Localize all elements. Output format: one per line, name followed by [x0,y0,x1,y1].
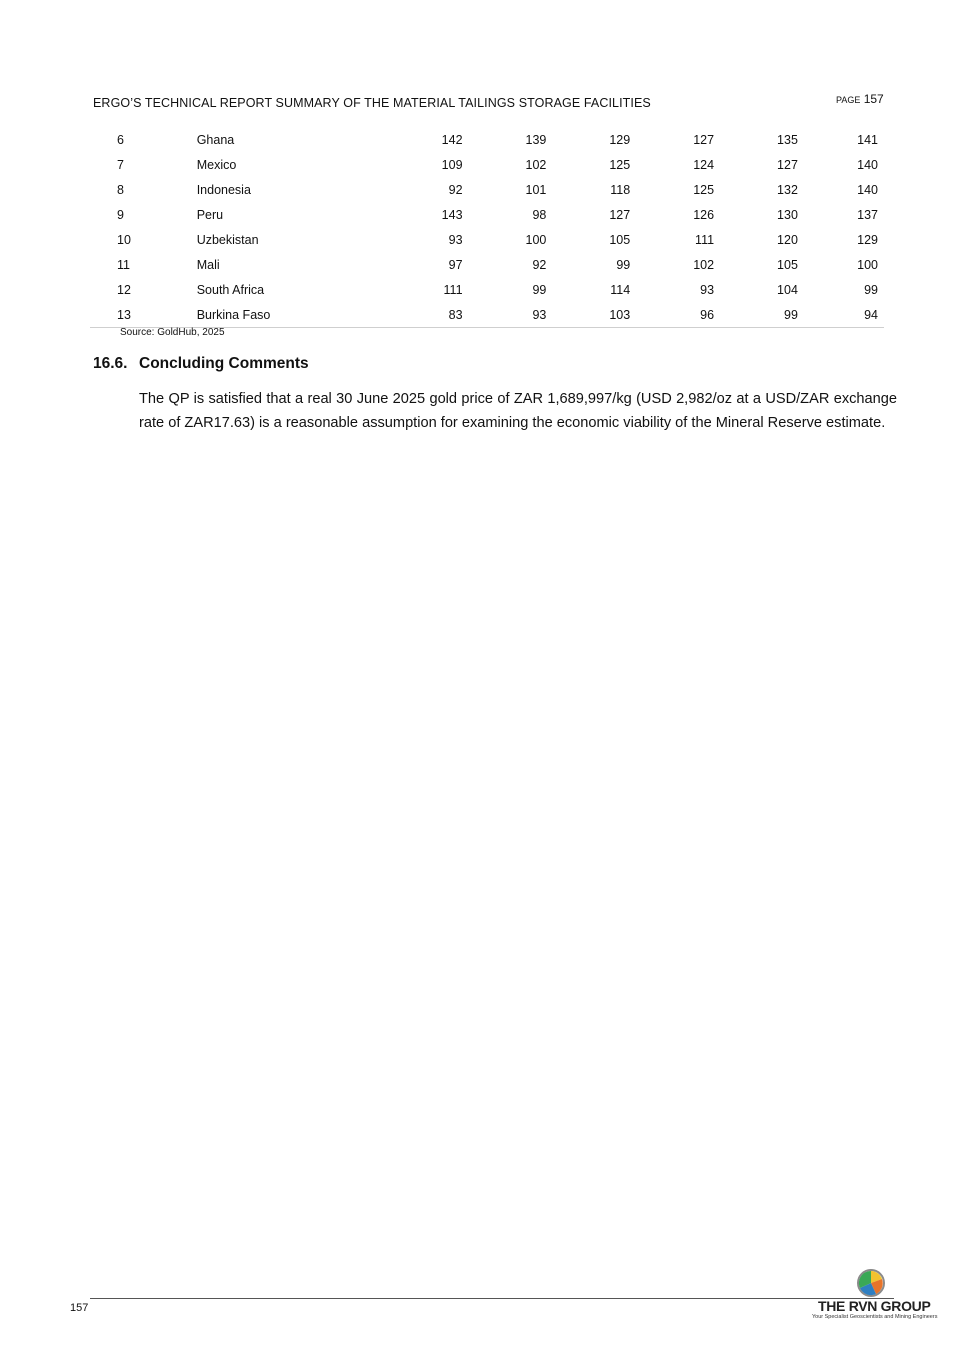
value-cell: 124 [693,158,715,173]
value-cell: 132 [777,183,798,198]
value-cell: 140 [857,158,878,173]
table-row [90,277,884,302]
value-cell: 92 [448,183,463,198]
value-cell: 125 [609,158,631,173]
value-cell: 137 [857,208,878,223]
report-header-title: ERGO’S TECHNICAL REPORT SUMMARY OF THE MATERIAL TAILINGS STORAGE FACILITIES [93,96,651,110]
value-cell: 129 [609,133,631,148]
section-heading [93,355,309,373]
value-cell: 125 [693,183,715,198]
value-cell: 99 [714,302,798,327]
value-cell: 100 [857,257,878,272]
gold-production-table [90,128,884,328]
country-cell: South Africa [196,282,265,297]
rank-cell: 8 [117,183,124,198]
value-cell: 94 [798,302,884,327]
country-cell: Mexico [196,158,237,173]
table-row [90,128,884,153]
table-row [90,302,884,327]
header-page-number [836,92,884,106]
value-cell: 111 [695,233,715,247]
value-cell: 109 [441,158,463,173]
rank-cell: 12 [117,282,131,297]
rank-cell: 11 [117,257,130,272]
footer-page-number: 157 [70,1302,89,1314]
value-cell: 99 [616,257,631,272]
value-cell: 103 [546,302,630,327]
table-row [90,178,884,203]
section-title: Concluding Comments [139,355,309,372]
value-cell: 101 [525,183,547,198]
logo-tagline: Your Specialist Geoscientists and Mining Engineers [812,1314,938,1320]
value-cell: 139 [525,133,547,148]
value-cell: 118 [610,183,631,198]
table-row [90,153,884,178]
footer-divider [90,1298,894,1299]
country-cell: Ghana [196,133,235,148]
value-cell: 99 [864,282,878,297]
value-cell: 111 [443,282,463,297]
table-row [90,252,884,277]
value-cell: 127 [693,133,715,148]
value-cell: 105 [609,233,631,247]
value-cell: 83 [400,302,463,327]
value-cell: 99 [532,282,547,297]
value-cell: 104 [777,282,798,297]
value-cell: 102 [693,257,715,272]
value-cell: 126 [693,208,715,223]
country-cell: Burkina Faso [197,302,400,327]
header-page-value: 157 [863,92,884,106]
value-cell: 143 [441,208,463,223]
value-cell: 93 [448,233,463,247]
value-cell: 135 [777,133,798,148]
rank-cell: 9 [117,208,124,223]
country-cell: Indonesia [196,183,251,198]
table-row [90,203,884,228]
rank-cell: 10 [117,233,131,247]
rank-cell: 6 [117,133,124,148]
value-cell: 140 [857,183,878,198]
value-cell: 127 [609,208,631,223]
value-cell: 102 [525,158,547,173]
value-cell: 129 [857,233,878,247]
value-cell: 93 [700,282,715,297]
value-cell: 127 [777,158,798,173]
value-cell: 97 [448,257,463,272]
rank-cell: 7 [117,158,124,173]
value-cell: 100 [525,233,547,247]
country-cell: Uzbekistan [196,233,259,247]
table-source: Source: GoldHub, 2025 [120,327,225,338]
value-cell: 120 [777,233,798,247]
country-cell: Mali [196,257,220,272]
value-cell: 92 [532,257,547,272]
concluding-paragraph: The QP is satisfied that a real 30 June 2025 gold price of ZAR 1,689,997/kg (USD 2,982/oz at a USD/ZAR exchange rate of ZAR17.63) is a reasonable assumption for examining the economic viability of the Mineral Reserve estimate. [139,391,897,431]
value-cell: 114 [610,282,631,297]
value-cell: 130 [777,208,798,223]
rank-cell: 13 [90,302,197,327]
value-cell: 105 [777,257,798,272]
table-row [90,228,884,253]
value-cell: 98 [532,208,547,223]
rvn-group-logo [812,1268,938,1324]
value-cell: 96 [630,302,714,327]
country-cell: Peru [196,208,224,223]
value-cell: 141 [857,133,878,148]
value-cell: 93 [463,302,547,327]
header-page-label: PAGE [836,95,861,105]
value-cell: 142 [441,133,463,148]
rvn-logo-icon [856,1268,886,1298]
logo-text: THE RVN GROUP [818,1298,931,1314]
section-number: 16.6. [93,355,128,372]
